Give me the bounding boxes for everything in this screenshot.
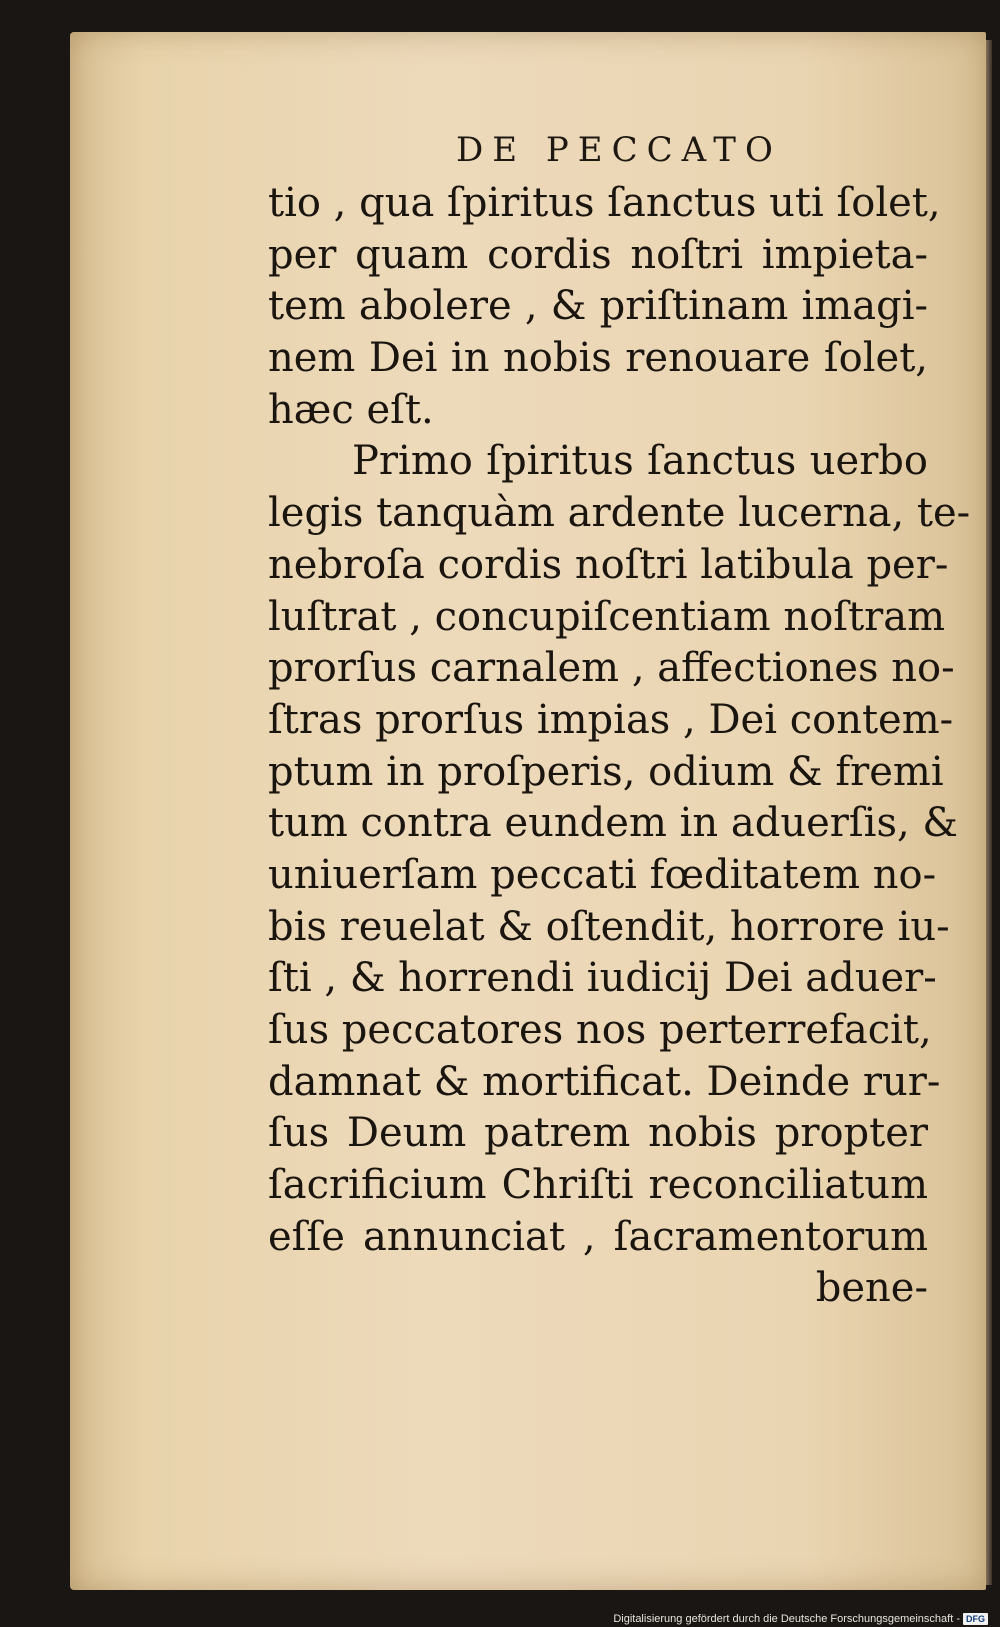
running-head: DE PECCATO <box>456 130 782 170</box>
digitization-credit <box>613 1613 988 1625</box>
text-line: ſacrificium Chriſti reconciliatum <box>268 1162 928 1209</box>
text-line: damnat & mortificat. Deinde rur- <box>268 1058 941 1105</box>
text-line: hæc eſt. <box>268 386 434 433</box>
text-line: ptum in proſperis, odium & fremi <box>268 748 944 795</box>
text-line: per quam cordis noſtri impieta- <box>268 231 928 278</box>
text-line: tio , qua ſpiritus ſanctus uti ſolet, <box>268 180 941 226</box>
text-line: prorſus carnalem , affectiones no- <box>268 645 955 692</box>
text-line: ſtras prorſus impias , Dei contem- <box>268 696 954 743</box>
text-line: eſſe annunciat , ſacramentorum <box>268 1213 928 1260</box>
dfg-logo: DFG <box>963 1613 988 1625</box>
text-line: ſus peccatores nos perterrefacit, <box>268 1007 932 1053</box>
text-line: uniuerſam peccati fœditatem no- <box>268 851 937 898</box>
text-line: luſtrat , concupiſcentiam noſtram <box>268 593 946 640</box>
text-line: ſti , & horrendi iudicij Dei aduer- <box>268 955 937 1002</box>
catchword: bene- <box>815 1265 928 1312</box>
text-line: ſus Deum patrem nobis propter <box>268 1110 928 1157</box>
text-line: tum contra eundem in aduerſis, & <box>268 800 959 847</box>
body-text <box>268 178 971 1315</box>
text-line: legis tanquàm ardente lucerna, te- <box>268 490 971 537</box>
text-line: nebroſa cordis noſtri latibula per- <box>268 541 949 588</box>
credit-text: Digitalisierung gefördert durch die Deutsche Forschungsgemeinschaft - <box>613 1613 960 1625</box>
text-line: bis reuelat & oſtendit, horrore iu- <box>268 903 950 950</box>
text-line: nem Dei in nobis renouare ſolet, <box>268 335 928 382</box>
paragraph-start-line: Primo ſpiritus ſanctus uerbo <box>352 438 928 485</box>
text-line: tem abolere , & priſtinam imagi- <box>268 283 928 330</box>
